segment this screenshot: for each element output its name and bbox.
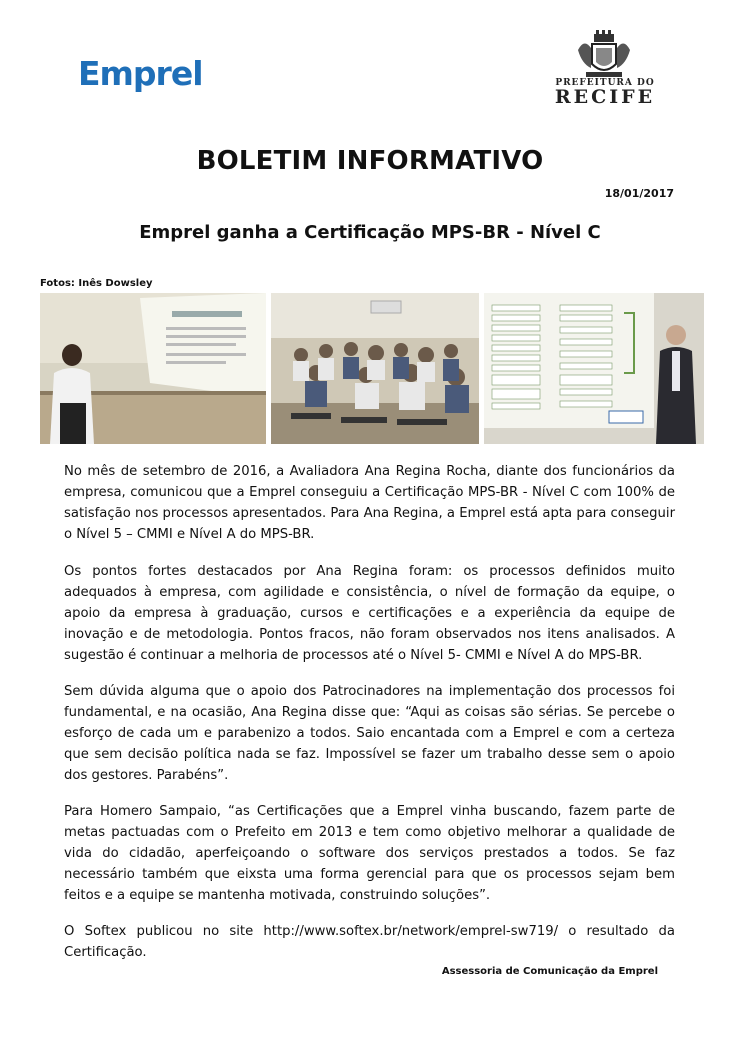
paragraph-3: Sem dúvida alguma que o apoio dos Patrocinadores na implementação dos processos foi fundamental, e na ocasião, Ana Regina disse que: “Aqui as coisas são sérias. Se percebe o esforço de cada um e parabenizo a todos. Saio encantada com a Emprel e com a certeza que sem decisão política nada se faz. Impossível se fazer um trabalho desse sem o apoio dos gestores. Parabéns”. xyxy=(64,684,675,783)
paragraph-5: O Softex publicou no site http://www.softex.br/network/emprel-sw719/ o resultado da Certificação. xyxy=(64,924,675,960)
headline: Emprel ganha a Certificação MPS-BR - Nível C xyxy=(139,222,601,243)
emprel-logo: Emprel xyxy=(78,54,203,93)
recife-crest-icon xyxy=(574,30,634,80)
bulletin-title: BOLETIM INFORMATIVO xyxy=(196,146,544,176)
paragraph-4: Para Homero Sampaio, “as Certificações que a Emprel vinha buscando, fazem parte de metas pactuadas com o Prefeito em 2013 e tem como objetivo melhorar a qualidade de vida do cidadão, aperfeiçoando o software dos serviços prestados a todos. Se faz necessário também que eixsta uma forma gerencial para que os processos sejam bem feitos e a equipe se mantenha motivada, construindo soluções”. xyxy=(64,804,675,903)
audience-photo xyxy=(271,293,479,444)
signature: Assessoria de Comunicação da Emprel xyxy=(441,966,658,977)
prefeitura-label: PREFEITURA DO xyxy=(555,78,655,88)
paragraph-2: Os pontos fortes destacados por Ana Regina foram: os processos definidos muito adequados à empresa, com agilidade e consistência, o nível de formação da equipe, o apoio da empresa à graduação, cursos e certificações e a experiência da equipe de inovação e de metodologia. Pontos fracos, não foram observados nos itens analisados. A sugestão é continuar a melhoria de processos até o Nível 5- CMMI e Nível A do MPS-BR. xyxy=(64,564,675,663)
presenter-photo xyxy=(40,293,266,444)
paragraph-1: No mês de setembro de 2016, a Avaliadora Ana Regina Rocha, diante dos funcionários da empresa, comunicou que a Emprel conseguiu a Certificação MPS-BR - Nível C com 100% de satisfação nos processos apresentados. Para Ana Regina, a Emprel está apta para conseguir o Nível 5 – CMMI e Nível A do MPS-BR. xyxy=(64,464,675,542)
slide-presentation-photo xyxy=(484,293,704,444)
bulletin-date: 18/01/2017 xyxy=(604,187,674,200)
recife-label: RECIFE xyxy=(554,86,656,108)
photo-credit: Fotos: Inês Dowsley xyxy=(40,278,153,289)
